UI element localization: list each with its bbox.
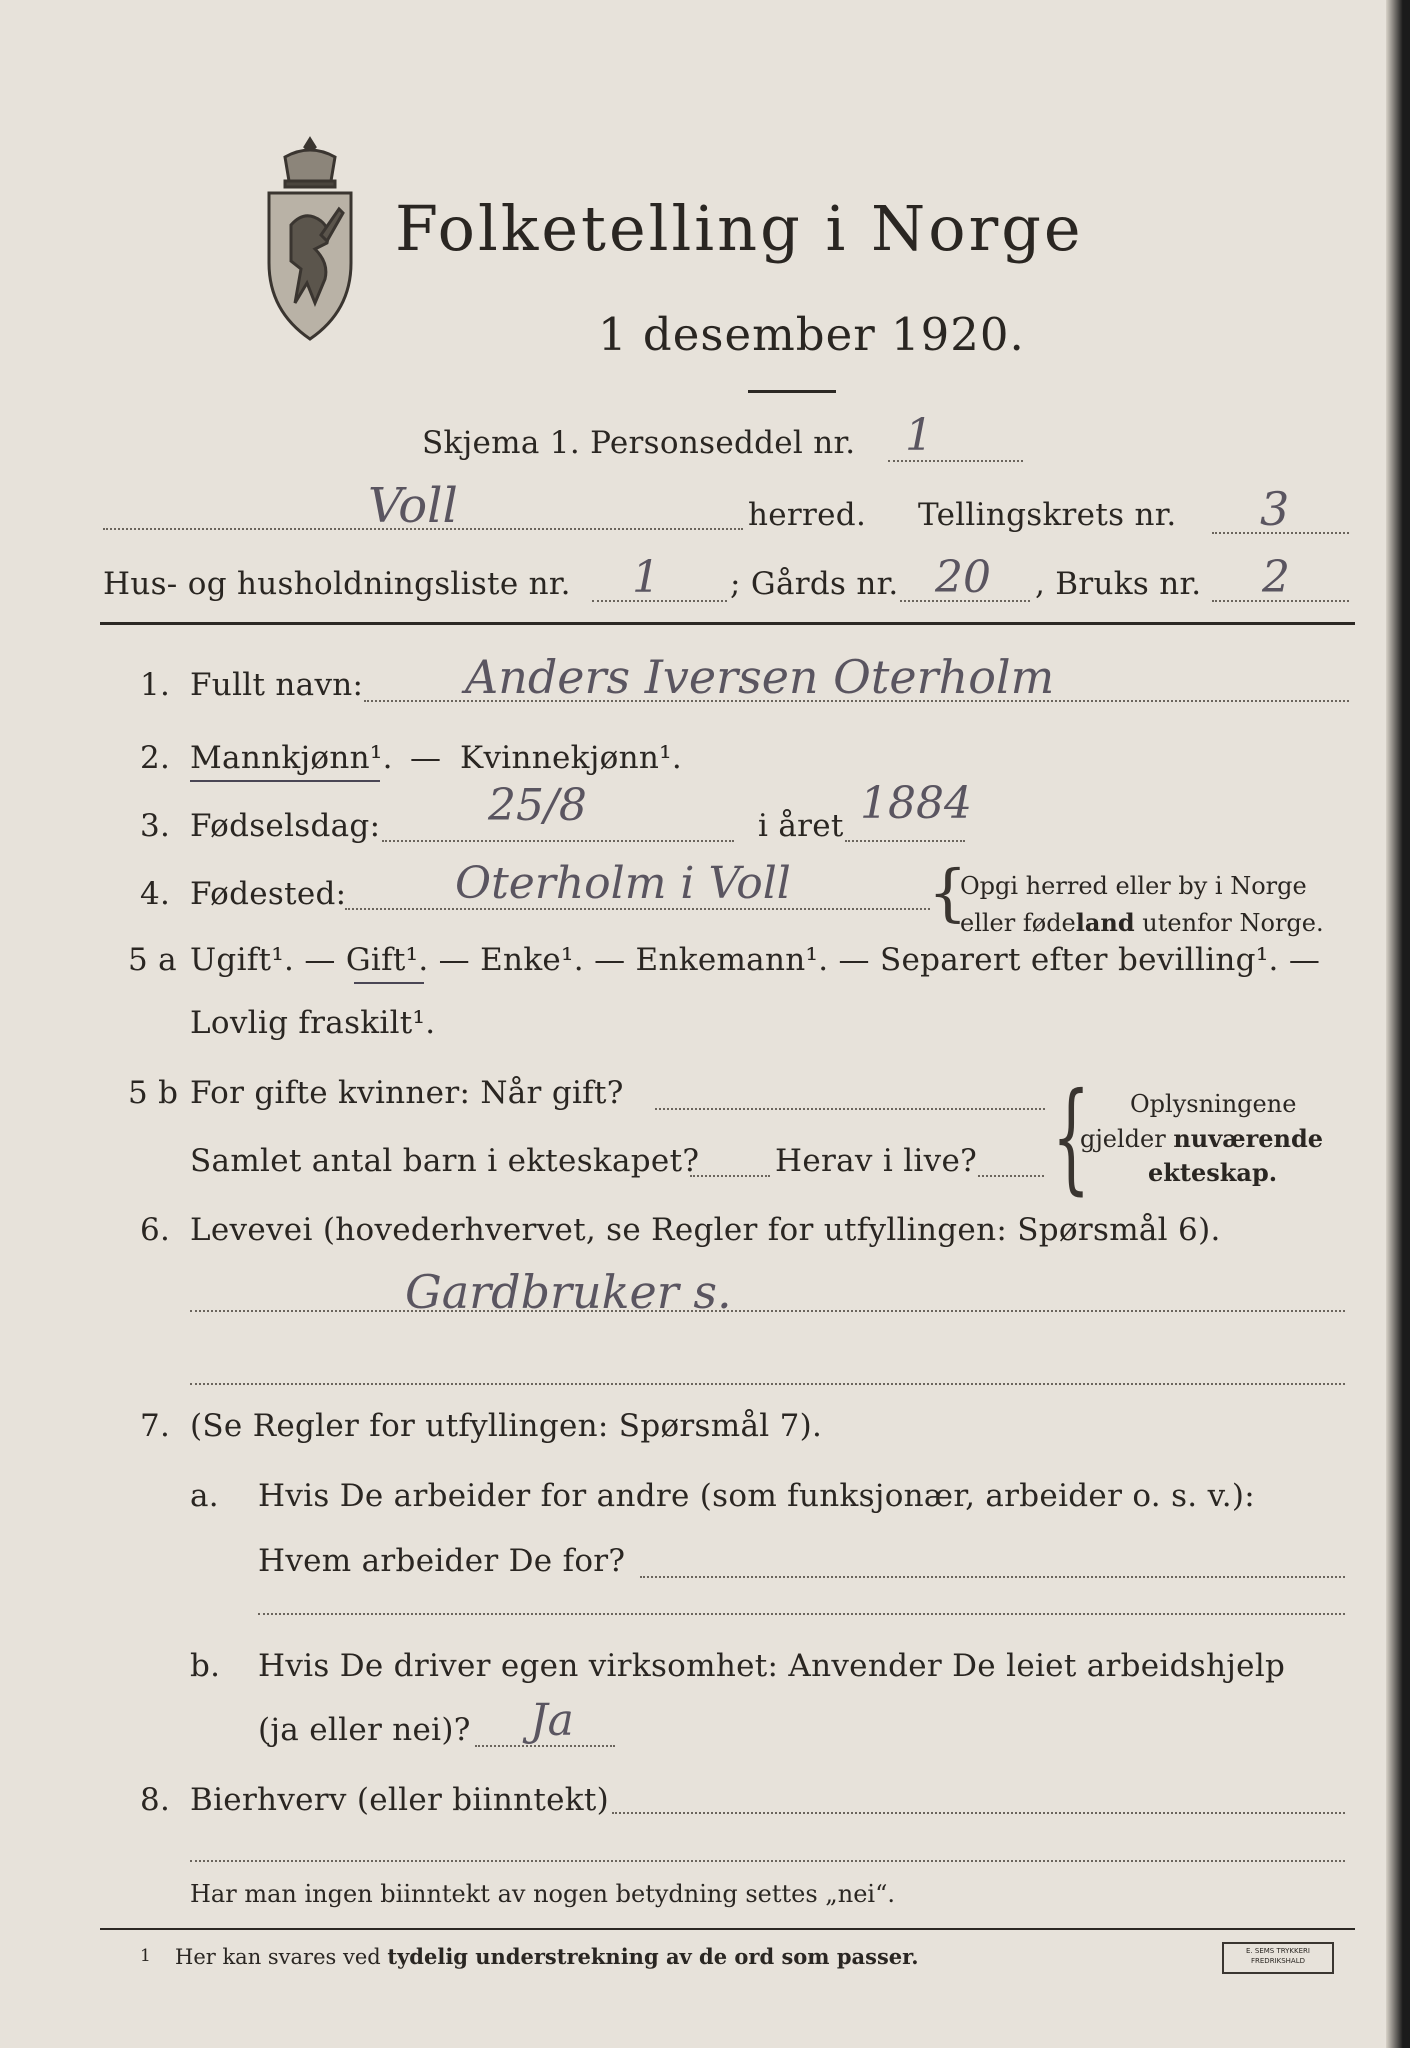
footnote-separator	[100, 1928, 1355, 1930]
full-name-value[interactable]: Anders Iversen Oterholm	[465, 650, 1055, 704]
alive-field-line	[978, 1175, 1044, 1177]
children-field-line	[690, 1175, 770, 1177]
mannkjonn-underline	[190, 780, 380, 782]
birthplace-value[interactable]: Oterholm i Voll	[455, 858, 791, 909]
side-income-field-line-1	[612, 1812, 1345, 1814]
birthplace-note-text-c: utenfor Norge.	[1134, 909, 1324, 937]
title-divider	[748, 390, 836, 393]
footnote-mark: 1	[140, 1946, 151, 1966]
printer-stamp-line2: FREDRIKSHALD	[1250, 1957, 1305, 1965]
other-status-options[interactable]: — Enke¹. — Enkemann¹. — Separert efter bevilling¹. —	[428, 942, 1321, 978]
mannkjonn-option[interactable]: Mannkjønn¹.	[190, 740, 393, 776]
birthplace-note-text-a: eller føde	[960, 909, 1076, 937]
q4-label: Fødested:	[190, 876, 347, 912]
husholdningsliste-label: Hus- og husholdningsliste nr.	[103, 566, 571, 602]
children-label: Samlet antal barn i ekteskapet?	[190, 1143, 700, 1179]
birthplace-note-line2	[960, 908, 1324, 937]
lovlig-fraskilt-option[interactable]: Lovlig fraskilt¹.	[190, 1005, 436, 1041]
form-title: Folketelling i Norge	[395, 192, 1084, 265]
tellingskrets-label: Tellingskrets nr.	[918, 497, 1177, 533]
gards-label: ; Gårds nr.	[730, 566, 899, 602]
bruks-number[interactable]: 2	[1262, 552, 1290, 603]
hired-help-value[interactable]: Ja	[530, 1695, 574, 1746]
q7b-letter: b.	[190, 1648, 221, 1684]
alive-label: Herav i live?	[775, 1143, 978, 1179]
footnote-text-bold: tydelig understrekning av de ord som passer.	[387, 1944, 919, 1969]
birth-year-field-line	[845, 840, 965, 842]
gift-underline	[354, 982, 424, 984]
printer-stamp-line1: E. SEMS TRYKKERI	[1246, 1947, 1310, 1955]
birth-year-label: i året	[758, 808, 844, 844]
q7b-line2: (ja eller nei)?	[258, 1712, 471, 1748]
tellingskrets-number[interactable]: 3	[1260, 482, 1290, 536]
coat-of-arms-icon	[255, 135, 365, 345]
gift-option[interactable]: Gift¹.	[345, 942, 429, 978]
q7a-line1: Hvis De arbeider for andre (som funksjonær, arbeider o. s. v.):	[258, 1478, 1256, 1514]
q8-number: 8.	[140, 1782, 171, 1818]
printer-stamp	[1222, 1942, 1334, 1974]
ugift-option[interactable]: Ugift¹.	[190, 942, 295, 978]
q5a-number: 5 a	[128, 942, 177, 978]
birthdate-field-line	[382, 840, 734, 842]
marriage-note-line1: Oplysningene	[1130, 1090, 1297, 1118]
birthplace-note-bold: land	[1075, 908, 1135, 937]
herred-label: herred.	[748, 497, 867, 533]
q7b-line1: Hvis De driver egen virksomhet: Anvender De leiet arbeidshjelp	[258, 1648, 1286, 1684]
marriage-note-line3: ekteskap.	[1148, 1158, 1278, 1187]
employer-field-line-2	[258, 1613, 1345, 1615]
q8-label: Bierhverv (eller biinntekt)	[190, 1782, 610, 1818]
footnote-text	[175, 1944, 919, 1969]
marital-status-line1	[190, 942, 1320, 978]
marriage-note-brace: {	[1052, 1068, 1091, 1207]
occupation-value[interactable]: Gardbruker s.	[405, 1265, 732, 1319]
header-separator	[100, 622, 1355, 625]
side-income-field-line-2	[190, 1860, 1345, 1862]
q5b-number: 5 b	[128, 1075, 179, 1111]
q1-label: Fullt navn:	[190, 667, 364, 703]
married-when-label: For gifte kvinner: Når gift?	[190, 1075, 624, 1111]
q2-number: 2.	[140, 740, 171, 776]
footnote-text-plain: Her kan svares ved	[175, 1945, 388, 1969]
gards-number[interactable]: 20	[935, 552, 991, 603]
q3-label: Fødselsdag:	[190, 808, 381, 844]
q4-number: 4.	[140, 876, 171, 912]
marriage-note-bold: nuværende	[1173, 1124, 1324, 1153]
q6-number: 6.	[140, 1212, 171, 1248]
census-date: 1 desember 1920.	[598, 308, 1025, 361]
q7-label: (Se Regler for utfyllingen: Spørsmål 7).	[190, 1408, 823, 1444]
husholdningsliste-number[interactable]: 1	[632, 552, 660, 603]
birthdate-value[interactable]: 25/8	[488, 780, 587, 831]
q3-number: 3.	[140, 808, 171, 844]
skjema-label: Skjema 1. Personseddel nr.	[422, 425, 856, 461]
q7-number: 7.	[140, 1408, 171, 1444]
kvinnekjonn-option[interactable]: Kvinnekjønn¹.	[460, 740, 683, 776]
occupation-field-line-2	[190, 1383, 1345, 1385]
birthplace-note-line1: Opgi herred eller by i Norge	[960, 872, 1307, 900]
birth-year-value[interactable]: 1884	[860, 778, 972, 829]
q6-label: Levevei (hovederhvervet, se Regler for utfyllingen: Spørsmål 6).	[190, 1212, 1221, 1248]
birthplace-note-brace: {	[928, 856, 968, 929]
marriage-note-text: gjelder	[1080, 1125, 1174, 1153]
marriage-note-line2	[1080, 1124, 1323, 1153]
dash-sep: —	[294, 942, 346, 978]
married-when-field-line	[655, 1108, 1045, 1110]
personseddel-number[interactable]: 1	[905, 410, 933, 461]
q1-number: 1.	[140, 667, 171, 703]
occupation-field-line-1	[190, 1310, 1345, 1312]
side-income-note: Har man ingen biinntekt av nogen betydning settes „nei“.	[190, 1880, 895, 1908]
q7a-line2: Hvem arbeider De for?	[258, 1543, 626, 1579]
herred-value[interactable]: Voll	[368, 478, 458, 534]
employer-field-line-1	[640, 1576, 1345, 1578]
q2-separator: —	[410, 740, 442, 776]
q7a-letter: a.	[190, 1478, 219, 1514]
bruks-label: , Bruks nr.	[1035, 566, 1202, 602]
